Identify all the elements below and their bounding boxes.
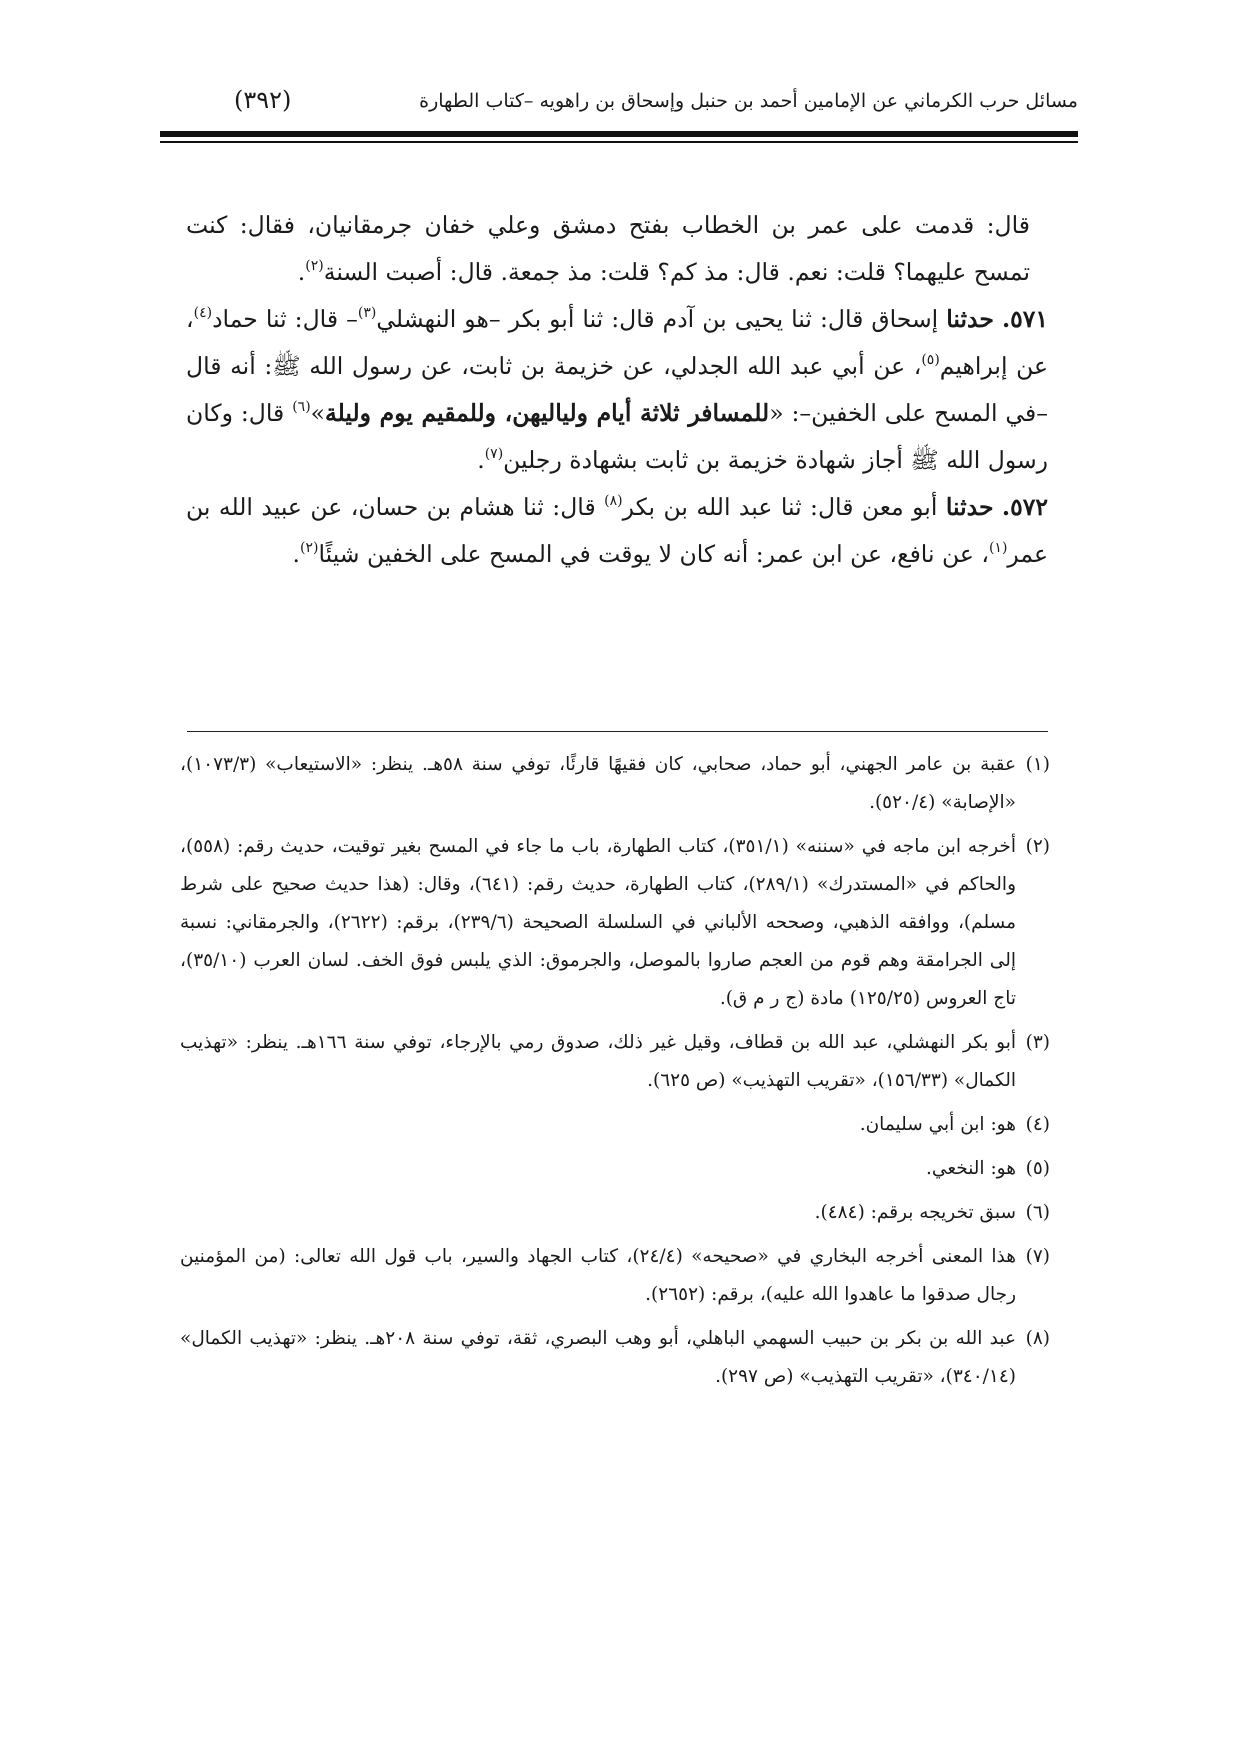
footnote-divider <box>187 731 1048 732</box>
footnote-ref[interactable]: (٣) <box>357 305 377 322</box>
running-title: مسائل حرب الكرماني عن الإمامين أحمد بن حنبل وإسحاق بن راهويه –كتاب الطهارة <box>419 90 1078 112</box>
footnote-2: (٢)أخرجه ابن ماجه في «سننه» (٣٥١/١)، كتاب الطهارة، باب ما جاء في المسح بغير توقيت، حديث رقم: (٥٥٨)، والحاكم في «المستدرك» (٢٨٩/١)، كتاب الطهارة، حديث رقم: (٦٤١)، وقال: (هذا حديث صحيح على شرط مسلم)، ووافقه الذهبي، وصححه الألباني في السلسلة الصحيحة (٢٣٩/٦)، برقم: (٢٦٢٢)، والجرمقاني: نسبة إلى الجرامقة وهم قوم من العجم صاروا بالموصل، والجرموق: الذي يلبس فوق الخف. لسان العرب (٣٥/١٠)، تاج العروس (١٢٥/٢٥) مادة (ج ر م ق). <box>180 828 1050 1018</box>
footnote-4: (٤)هو: ابن أبي سليمان. <box>180 1106 1050 1144</box>
footnote-ref[interactable]: (٥) <box>921 352 940 369</box>
hadith-number: ٥٧١. <box>1001 305 1048 333</box>
hadith-number: ٥٧٢. <box>1001 493 1048 521</box>
footnote-number: (٤) <box>1025 1114 1050 1135</box>
footnote-ref[interactable]: (٦) <box>292 399 311 416</box>
footnote-ref[interactable]: (٢) <box>305 258 324 275</box>
footnote-ref[interactable]: (٤) <box>193 305 213 322</box>
footnote-number: (٦) <box>1025 1202 1050 1223</box>
footnote-ref[interactable]: (٨) <box>604 493 623 510</box>
hadith-lead: حدثنا <box>945 493 994 521</box>
footnote-number: (٧) <box>1025 1246 1050 1267</box>
footnote-number: (١) <box>1025 754 1050 775</box>
footnote-6: (٦)سبق تخريجه برقم: (٤٨٤). <box>180 1194 1050 1232</box>
footnote-ref[interactable]: (٧) <box>484 446 504 463</box>
footnotes <box>180 746 1050 1402</box>
footnote-number: (٢) <box>1025 836 1050 857</box>
hadith-571: ٥٧١. حدثنا إسحاق قال: ثنا يحيى بن آدم قال: ثنا أبو بكر –هو النهشلي$^{(٣)}$– قال: ثنا حماد$^{(٤)}$، عن إبراهيم$^{(٥)}$، عن أبي عبد الله الجدلي، عن خزيمة بن ثابت، عن رسول الله ﷺ: أنه قال –في المسح على الخفين–: «للمسافر ثلاثة أيام ولياليهن، وللمقيم يوم وليلة»$^{(٦)}$ قال: وكان رسول الله ﷺ أجاز شهادة خزيمة بن ثابت بشهادة رجلين$^{(٧)}$. <box>186 305 1048 474</box>
footnote-number: (٥) <box>1025 1158 1050 1179</box>
footnote-3: (٣)أبو بكر النهشلي، عبد الله بن قطاف، وقيل غير ذلك، صدوق رمي بالإرجاء، توفي سنة ١٦٦هـ. ينظر: «تهذيب الكمال» (١٥٦/٣٣)، «تقريب التهذيب» (ص ٦٢٥). <box>180 1024 1050 1100</box>
footnote-1: (١)عقبة بن عامر الجهني، أبو حماد، صحابي، كان فقيهًا قارئًا، توفي سنة ٥٨هـ. ينظر: «الاستيعاب» (١٠٧٣/٣)، «الإصابة» (٥٢٠/٤). <box>180 746 1050 822</box>
footnote-ref[interactable]: (٢) <box>299 540 319 557</box>
header-rule-thick <box>160 131 1078 137</box>
footnote-8: (٨)عبد الله بن بكر بن حبيب السهمي الباهلي، أبو وهب البصري، ثقة، توفي سنة ٢٠٨هـ. ينظر: «تهذيب الكمال» (٣٤٠/١٤)، «تقريب التهذيب» (ص ٢٩٧). <box>180 1320 1050 1396</box>
hadith-lead: حدثنا <box>946 305 994 333</box>
paragraph-continued: قال: قدمت على عمر بن الخطاب بفتح دمشق وعلي خفان جرمقانيان، فقال: كنت تمسح عليهما؟ قلت: نعم. قال: مذ كم؟ قلت: مذ جمعة. قال: أصبت السنة$^{(٢)}$. <box>186 211 1030 286</box>
footnote-5: (٥)هو: النخعي. <box>180 1150 1050 1188</box>
footnote-number: (٣) <box>1025 1032 1051 1053</box>
hadith-572: ٥٧٢. حدثنا أبو معن قال: ثنا عبد الله بن بكر$^{(٨)}$ قال: ثنا هشام بن حسان، عن عبيد الله بن عمر$^{(١)}$، عن نافع، عن ابن عمر: أنه كان لا يوقت في المسح على الخفين شيئًا$^{(٢)}$. <box>186 493 1048 568</box>
header-rule-thin <box>160 141 1078 143</box>
footnote-number: (٨) <box>1025 1328 1051 1349</box>
main-text <box>186 202 1048 578</box>
page-number: (٣٩٢) <box>234 86 292 114</box>
footnote-7: (٧)هذا المعنى أخرجه البخاري في «صحيحه» (٢٤/٤)، كتاب الجهاد والسير، باب قول الله تعالى: (من المؤمنين رجال صدقوا ما عاهدوا الله عليه)، برقم: (٢٦٥٢). <box>180 1238 1050 1314</box>
footnote-ref[interactable]: (١) <box>988 540 1008 557</box>
hadith-matn: للمسافر ثلاثة أيام ولياليهن، وللمقيم يوم وليلة <box>325 399 770 427</box>
